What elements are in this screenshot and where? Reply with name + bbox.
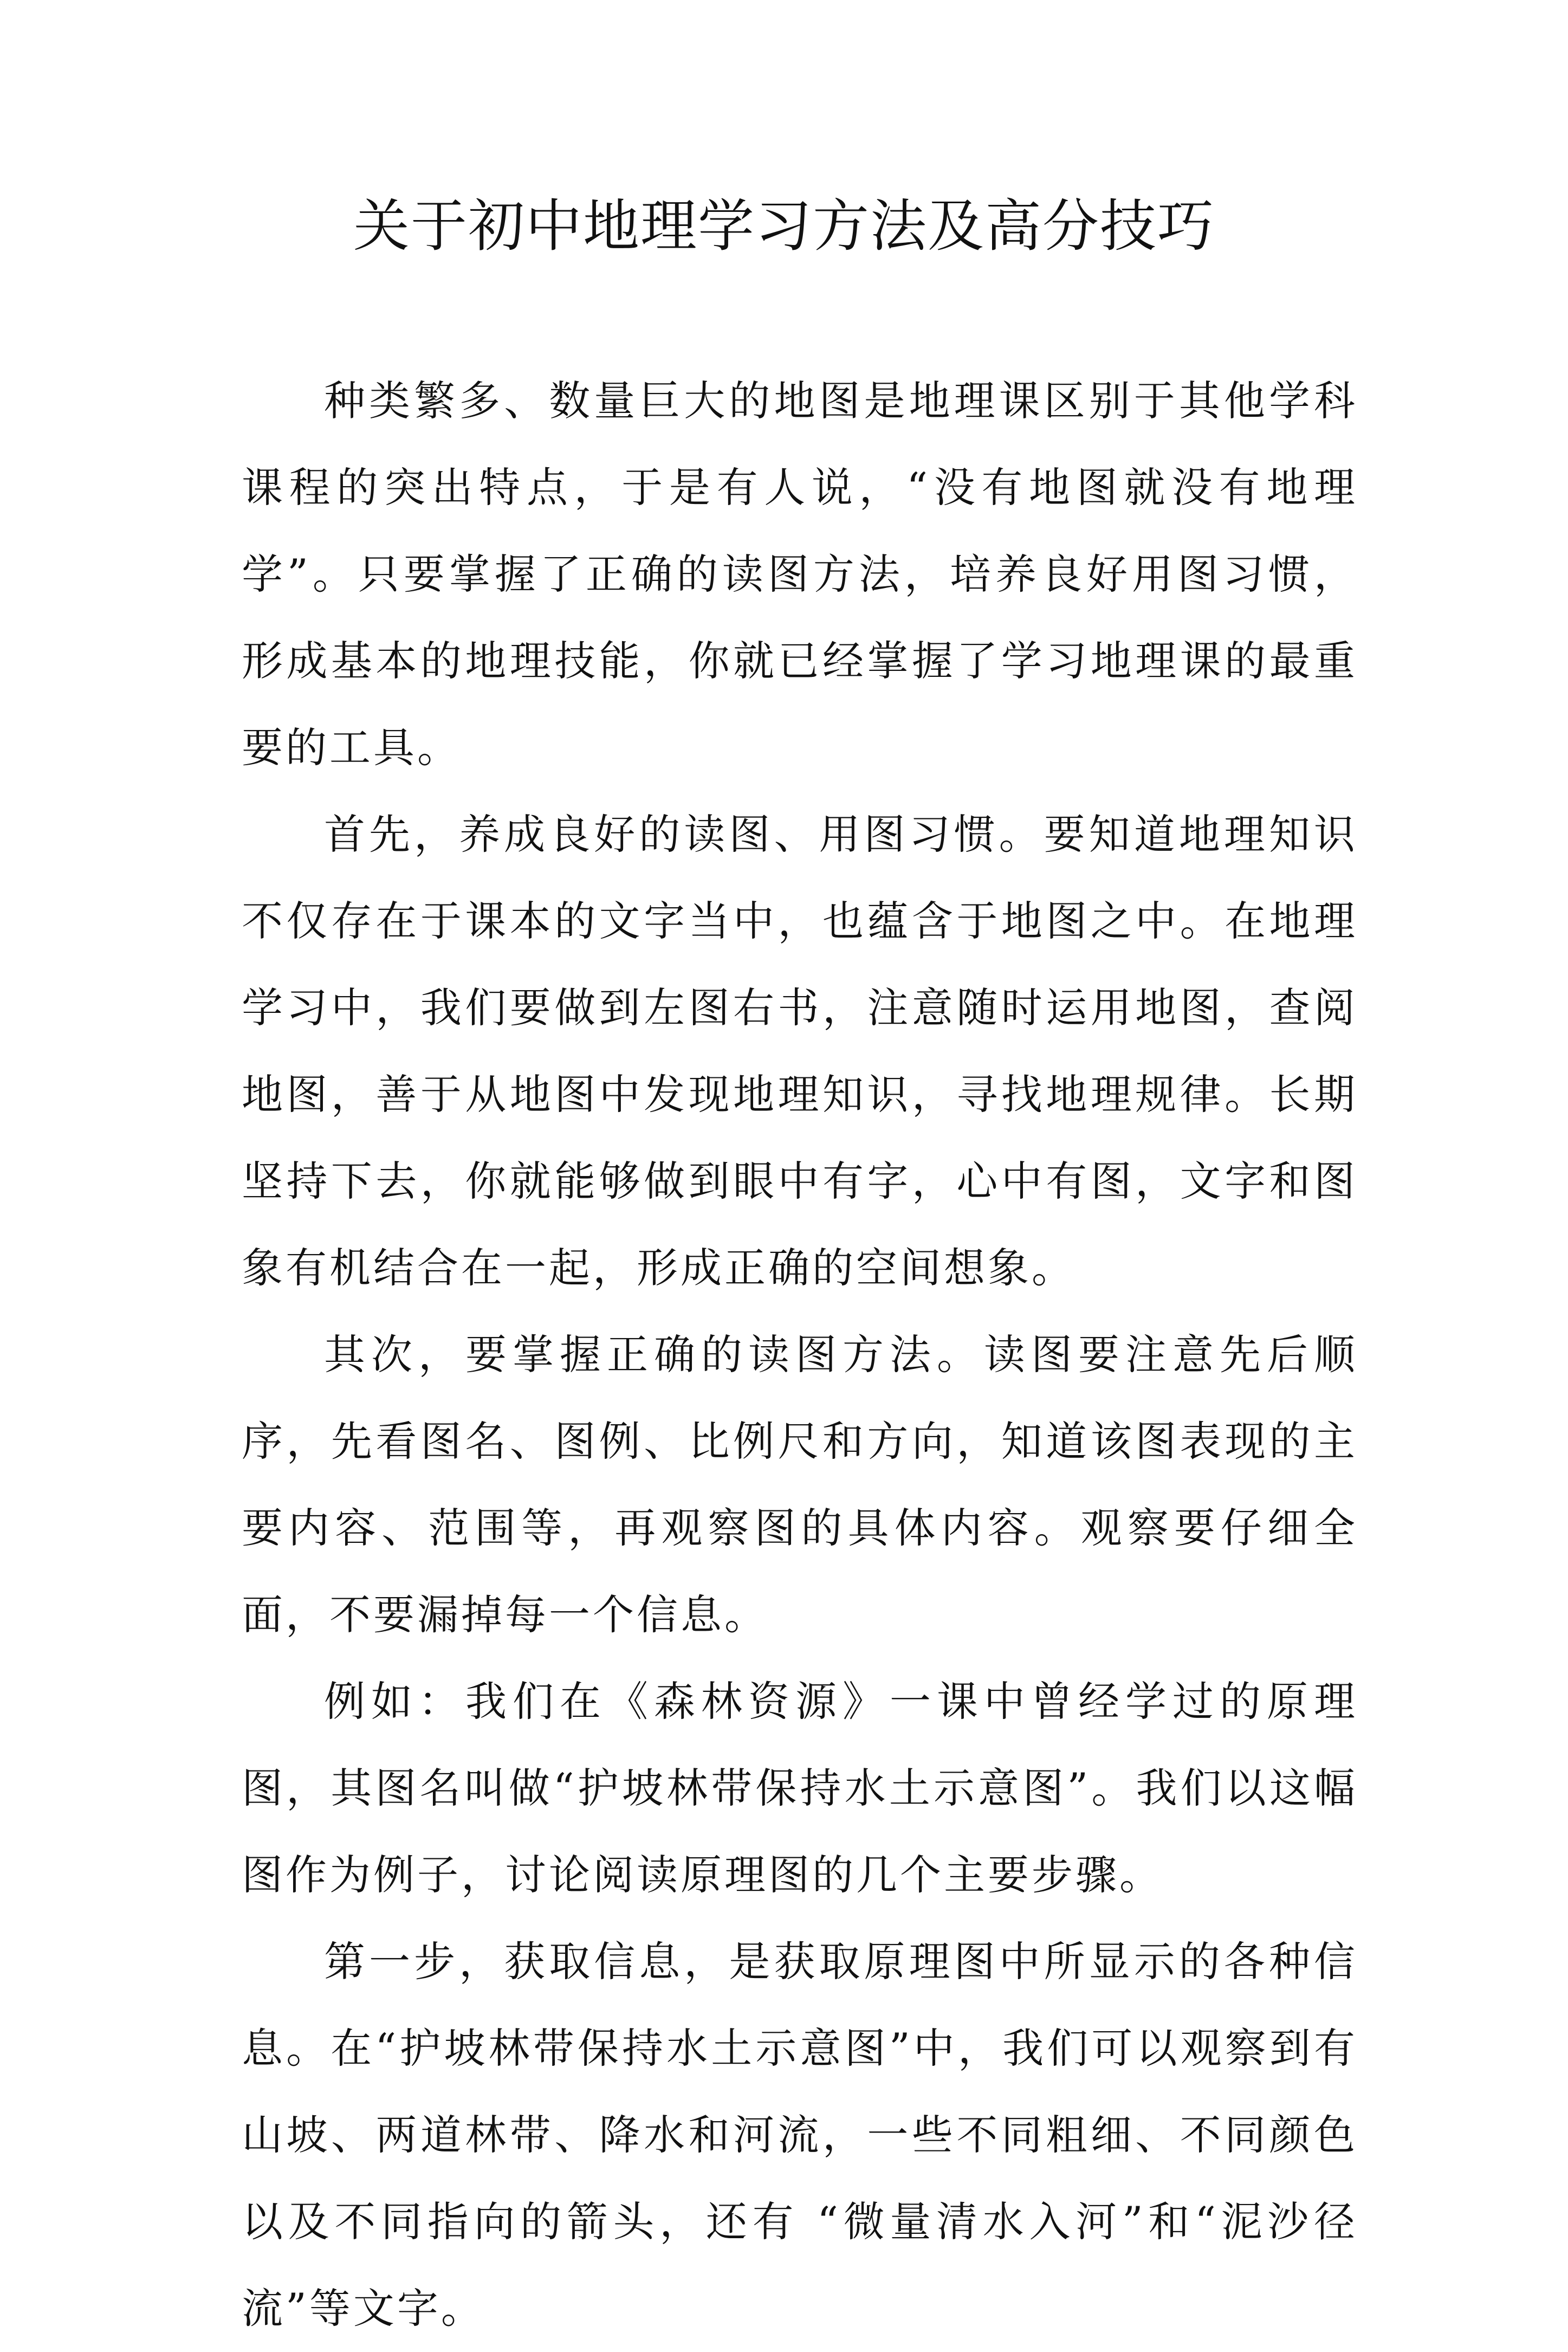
document-title: 关于初中地理学习方法及高分技巧 (353, 193, 1215, 259)
paragraph: 例如：我们在《森林资源》一课中曾经学过的原理图，其图名叫做“护坡林带保持水土示意图”。我们以这幅图作为例子，讨论阅读原理图的几个主要步骤。 (242, 1677, 1358, 1899)
paragraph: 首先，养成良好的读图、用图习惯。要知道地理知识不仅存在于课本的文字当中，也蕴含于地图之中。在地理学习中，我们要做到左图右书，注意随时运用地图，查阅地图，善于从地图中发现地理知识，寻找地理规律。长期坚持下去，你就能够做到眼中有字，心中有图，文字和图象有机结合在一起，形成正确的空间想象。 (242, 810, 1358, 1292)
paragraph: 第一步，获取信息，是获取原理图中所显示的各种信息。在“护坡林带保持水土示意图”中，我们可以观察到有山坡、两道林带、降水和河流，一些不同粗细、不同颜色以及不同指向的箭头，还有 “微量清水入河”和“泥沙径流”等文字。 (242, 1937, 1358, 2332)
document-body (242, 358, 1358, 2352)
paragraph: 其次，要掌握正确的读图方法。读图要注意先后顺序，先看图名、图例、比例尺和方向，知道该图表现的主要内容、范围等，再观察图的具体内容。观察要仔细全面，不要漏掉每一个信息。 (242, 1330, 1358, 1639)
paragraph: 种类繁多、数量巨大的地图是地理课区别于其他学科课程的突出特点，于是有人说，“没有地图就没有地理学”。只要掌握了正确的读图方法，培养良好用图习惯，形成基本的地理技能，你就已经掌握了学习地理课的最重要的工具。 (242, 377, 1358, 772)
